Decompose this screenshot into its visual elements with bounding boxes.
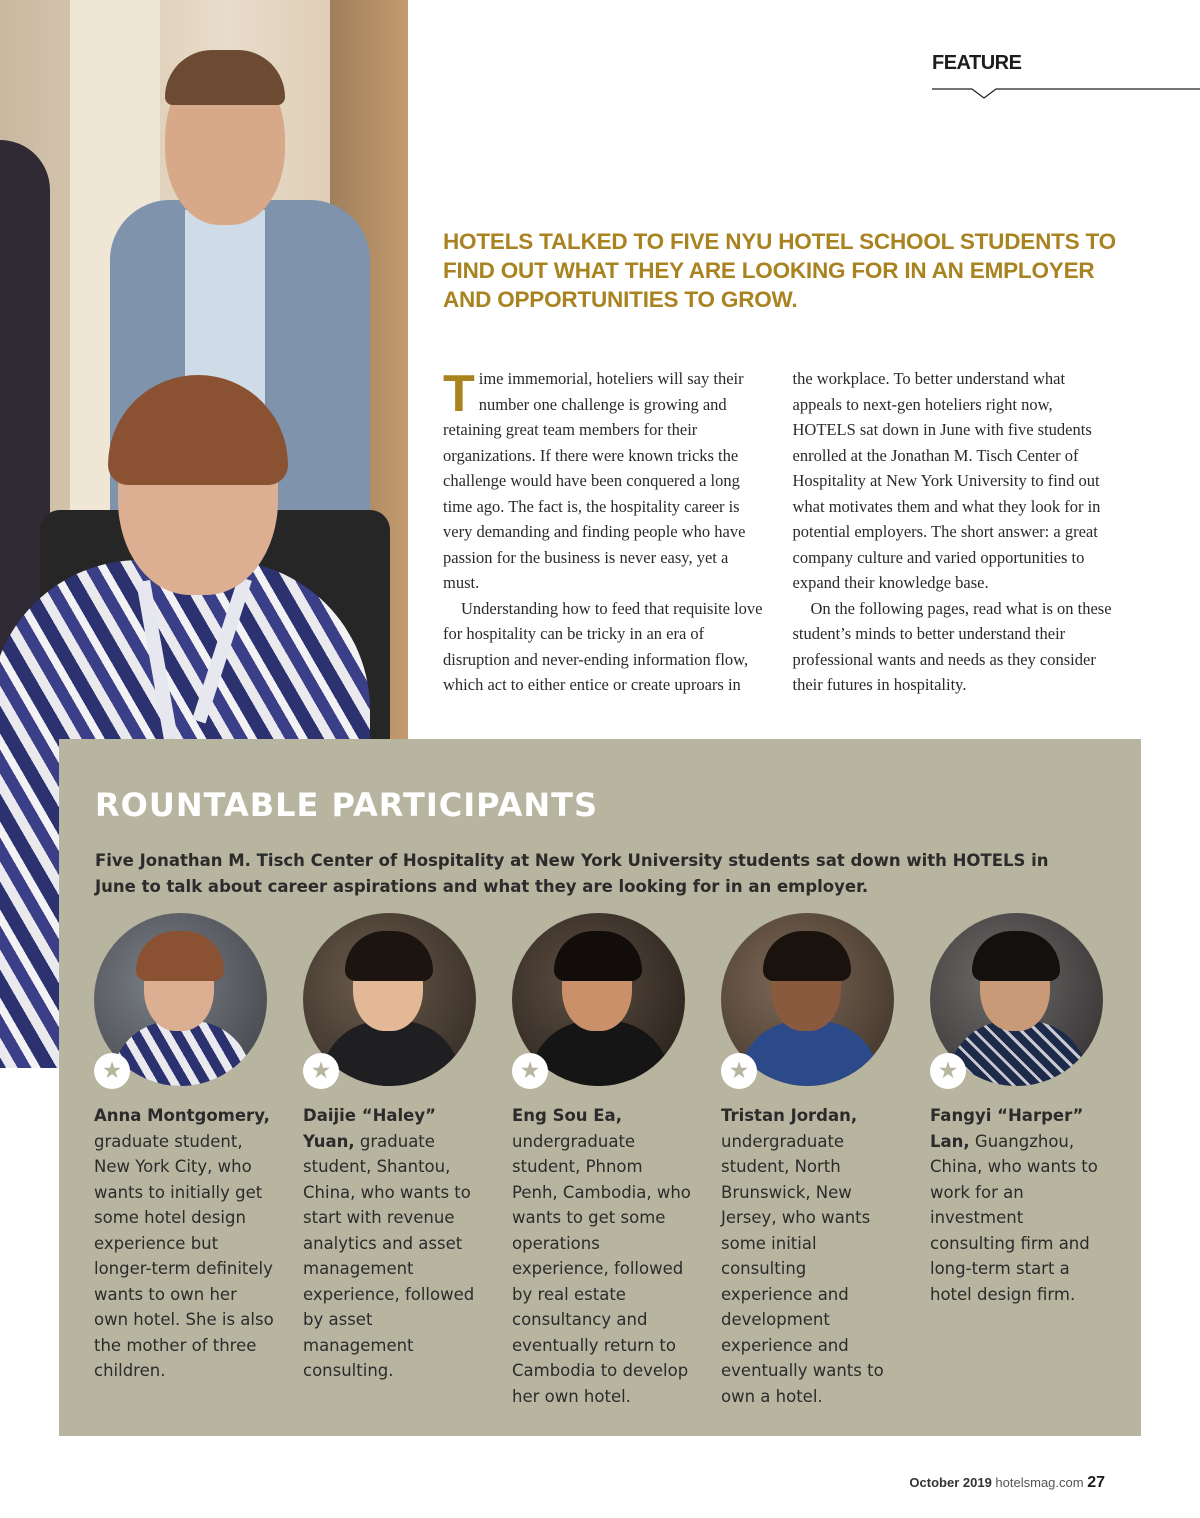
- participant-card: [512, 913, 692, 1409]
- participant-desc: graduate student, New York City, who wants to initially get some hotel design experience but longer-term definitely wants to own her own hotel. She is also the mother of three children.: [94, 1131, 274, 1380]
- participant-name: Daijie “Haley” Yuan,: [303, 1106, 436, 1151]
- participant-name: Fangyi “Harper” Lan,: [930, 1106, 1084, 1151]
- section-rule: [932, 88, 1200, 100]
- participant-name: Tristan Jordan,: [721, 1106, 858, 1125]
- page-footer: [909, 1474, 1105, 1492]
- participants-sidebar: [59, 739, 1141, 1436]
- participant-card: [930, 913, 1110, 1307]
- article-paragraph-1: ime immemorial, hoteliers will say their number one challenge is growing and retaining great team members for their organizations. If there were known tricks the challenge would have been conquered a long time ago. The fact is, the hospitality career is very demanding and finding people who have passion for the business is never easy, yet a must.: [443, 369, 746, 592]
- star-icon: ★: [512, 1053, 548, 1089]
- footer-date: October 2019: [909, 1475, 992, 1490]
- participant-name: Anna Montgomery,: [94, 1106, 270, 1125]
- participant-card: [303, 913, 483, 1384]
- participant-desc: undergraduate student, Phnom Penh, Cambodia, who wants to get some operations experience, followed by real estate consultancy and eventually return to Cambodia to develop her own hotel.: [512, 1131, 691, 1406]
- footer-site: hotelsmag.com: [995, 1475, 1084, 1490]
- star-icon: ★: [303, 1053, 339, 1089]
- section-label: FEATURE: [932, 52, 1022, 74]
- drop-cap: T: [443, 365, 475, 423]
- participant-desc: undergraduate student, North Brunswick, New Jersey, who wants some initial consulting experience and development experience and eventually wants to own a hotel.: [721, 1131, 884, 1406]
- participant-desc: Guangzhou, China, who wants to work for an investment consulting firm and long-term start a hotel design firm.: [930, 1131, 1098, 1304]
- sidebar-title: ROUNTABLE PARTICIPANTS: [95, 786, 599, 824]
- participant-name: Eng Sou Ea,: [512, 1106, 622, 1125]
- article-paragraph-3: On the following pages, read what is on these student’s minds to better understand their professional wants and needs as they consider their futures in hospitality.: [792, 598, 1112, 694]
- article-paragraph-2: Understanding how to feed that requisite love for hospitality can be tricky in an era of disruption and never-ending information flow, which act to either entice or create uproars in the workplace. To better understand what appeals to next-gen hoteliers right now, HOTELS sat down in June with five students enrolled at the Jonathan M. Tisch Center of Hospitality at New York University to find out what motivates them and what they look for in potential employers. The short answer: a great company culture and varied opportunities to expand their knowledge base.: [443, 369, 1101, 694]
- page-number: 27: [1087, 1474, 1105, 1491]
- participant-desc: graduate student, Shantou, China, who wants to start with revenue analytics and asset management experience, followed by asset management consulting.: [303, 1131, 475, 1380]
- star-icon: ★: [94, 1053, 130, 1089]
- participant-card: [721, 913, 901, 1409]
- participant-card: [94, 913, 274, 1384]
- star-icon: ★: [721, 1053, 757, 1089]
- sidebar-intro: Five Jonathan M. Tisch Center of Hospitality at New York University students sat down with HOTELS in June to talk about career aspirations and what they are looking for in an employer.: [95, 851, 1049, 896]
- article-deck: HOTELS TALKED TO FIVE NYU HOTEL SCHOOL STUDENTS TO FIND OUT WHAT THEY ARE LOOKING FOR IN AN EMPLOYER AND OPPORTUNITIES TO GROW.: [443, 229, 1116, 312]
- article-column-1: [443, 366, 1112, 722]
- star-icon: ★: [930, 1053, 966, 1089]
